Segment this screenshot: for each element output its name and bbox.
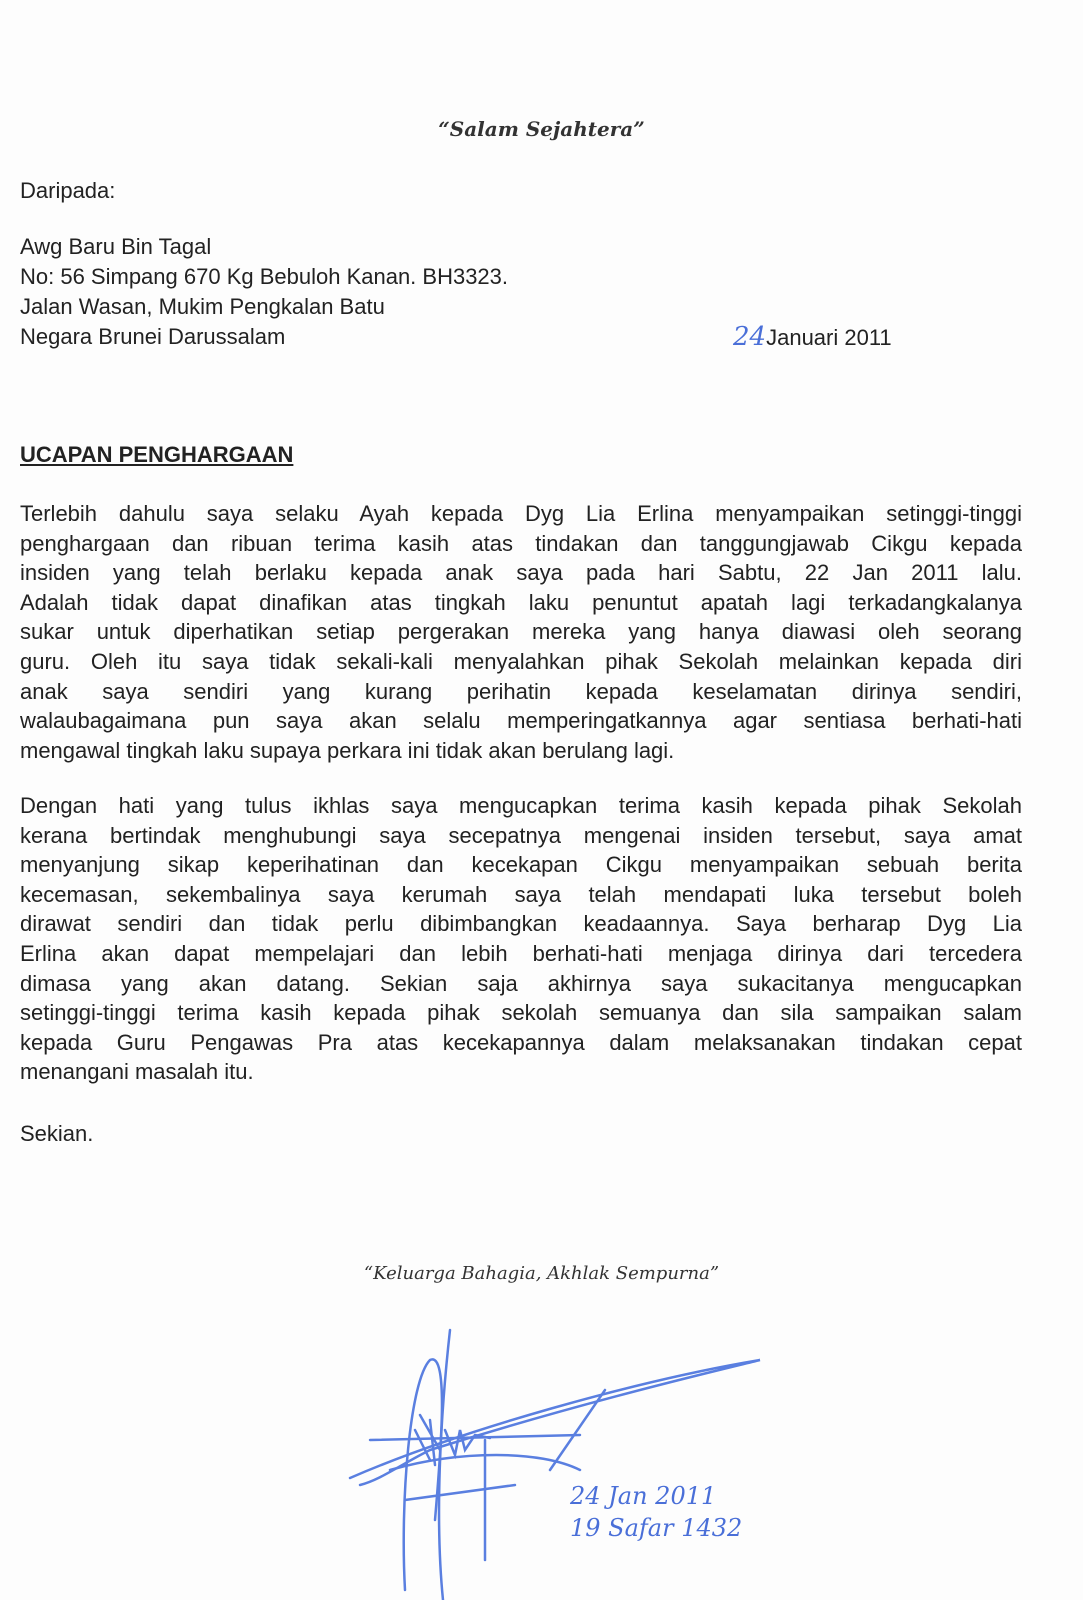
- greeting: “Salam Sejahtera”: [438, 117, 645, 141]
- sender-address-line: No: 56 Simpang 670 Kg Bebuloh Kanan. BH3323.: [20, 264, 509, 289]
- body-line: guru. Oleh itu saya tidak sekali-kali menyalahkan pihak Sekolah melainkan kepada diri: [20, 648, 1022, 674]
- body-line: setinggi-tinggi terima kasih kepada pihak sekolah semuanya dan sila sampaikan salam: [20, 1000, 1022, 1026]
- paragraph-1: [20, 499, 1022, 765]
- motto: “Keluarga Bahagia, Akhlak Sempurna”: [363, 1263, 720, 1284]
- body-line: Dengan hati yang tulus ikhlas saya mengucapkan terima kasih kepada pihak Sekolah: [20, 793, 1022, 818]
- sender-address-line: Negara Brunei Darussalam: [20, 324, 286, 349]
- sender-name: Awg Baru Bin Tagal: [20, 234, 212, 259]
- body-line: anak saya sendiri yang kurang perihatin kepada keselamatan dirinya sendiri,: [20, 678, 1022, 704]
- body-line: Terlebih dahulu saya selaku Ayah kepada Dyg Lia Erlina menyampaikan setinggi-tinggi: [20, 501, 1022, 526]
- body-line: kepada Guru Pengawas Pra atas kecekapannya dalam melaksanakan tindakan cepat: [20, 1029, 1022, 1055]
- handwritten-day: 24: [733, 322, 767, 352]
- from-label: Daripada:: [20, 178, 116, 203]
- gregorian-date: 24 Jan 2011: [570, 1482, 717, 1510]
- hijri-date: 19 Safar 1432: [570, 1514, 743, 1542]
- body-line: sukar untuk diperhatikan setiap pergerakan mereka yang hanya diawasi oleh seorang: [20, 619, 1022, 645]
- body-line: menyanjung sikap keperihatinan dan kecekapan Cikgu menyampaikan sebuah berita: [20, 852, 1022, 878]
- body-line: dirawat sendiri dan tidak perlu dibimbangkan keadaannya. Saya berharap Dyg Lia: [20, 911, 1022, 937]
- printed-date: Januari 2011: [766, 325, 892, 350]
- body-line: kerana bertindak menghubungi saya secepatnya mengenai insiden tersebut, saya amat: [20, 822, 1022, 848]
- body-line: penghargaan dan ribuan terima kasih atas tindakan dan tanggungjawab Cikgu kepada: [20, 530, 1022, 556]
- body-line: menangani masalah itu.: [20, 1059, 254, 1085]
- body-line: kecemasan, sekembalinya saya kerumah saya telah mendapati luka tersebut boleh: [20, 881, 1022, 907]
- signature: [340, 1320, 780, 1600]
- letter-date: [733, 322, 892, 353]
- body-line: Adalah tidak dapat dinafikan atas tingkah laku penuntut apatah lagi terkadangkalanya: [20, 589, 1022, 615]
- sender-address-line: Jalan Wasan, Mukim Pengkalan Batu: [20, 294, 385, 319]
- subject-heading: UCAPAN PENGHARGAAN: [20, 442, 294, 467]
- body-line: Erlina akan dapat mempelajari dan lebih berhati-hati menjaga dirinya dari tercedera: [20, 940, 1022, 966]
- body-line: mengawal tingkah laku supaya perkara ini tidak akan berulang lagi.: [20, 737, 675, 763]
- paragraph-2: [20, 791, 1022, 1087]
- body-line: dimasa yang akan datang. Sekian saja akhirnya saya sukacitanya mengucapkan: [20, 970, 1022, 996]
- closing: Sekian.: [20, 1121, 94, 1146]
- signature-date: [570, 1480, 742, 1544]
- body-line: walaubagaimana pun saya akan selalu memperingatkannya agar sentiasa berhati-hati: [20, 708, 1022, 734]
- body-line: insiden yang telah berlaku kepada anak saya pada hari Sabtu, 22 Jan 2011 lalu.: [20, 560, 1022, 586]
- sender-block: [20, 232, 508, 352]
